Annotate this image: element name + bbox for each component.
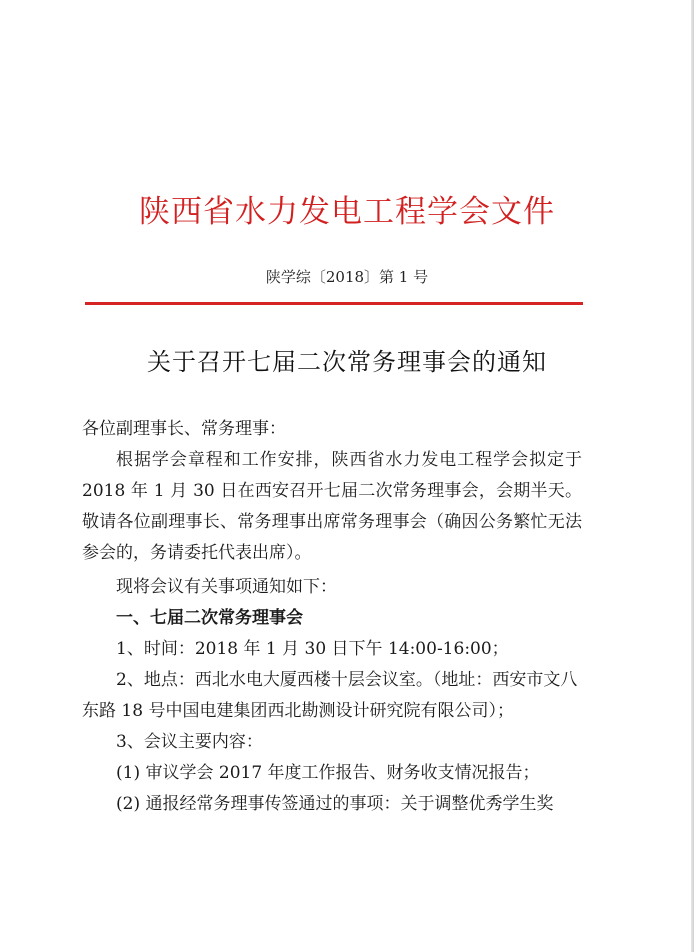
notice-title: 关于召开七届二次常务理事会的通知	[147, 348, 547, 376]
salutation: 各位副理事长、常务理事：	[82, 419, 286, 439]
list-item-time: 1、时间：2018 年 1 月 30 日下午 14:00-16:00；	[116, 639, 509, 659]
sub-item-1: (1) 审议学会 2017 年度工作报告、财务收支情况报告；	[116, 763, 540, 783]
list-item-content: 3、会议主要内容：	[116, 732, 263, 752]
red-divider-line	[85, 302, 583, 305]
body-paragraph-2: 现将会议有关事项通知如下：	[116, 577, 337, 597]
document-number: 陕学综〔2018〕第 1 号	[265, 268, 429, 286]
section-heading-1: 一、七届二次常务理事会	[116, 608, 303, 628]
list-item-location: 2、地点：西北水电大厦西楼十层会议室。（地址：西安市文八东路 18 号中国电建集团西北勘测设计研究院有限公司）；	[82, 670, 578, 721]
sub-item-2: (2) 通报经常务理事传签通过的事项：关于调整优秀学生奖	[116, 794, 554, 814]
document-header-title: 陕西省水力发电工程学会文件	[139, 194, 555, 230]
body-paragraph-1: 根据学会章程和工作安排，陕西省水力发电工程学会拟定于 2018 年 1 月 30 日在西安召开七届二次常务理事会，会期半天。敬请各位副理事长、常务理事出席常务理事会（确因公务繁忙无法参会的，务请委托代表出席）。	[82, 450, 582, 563]
